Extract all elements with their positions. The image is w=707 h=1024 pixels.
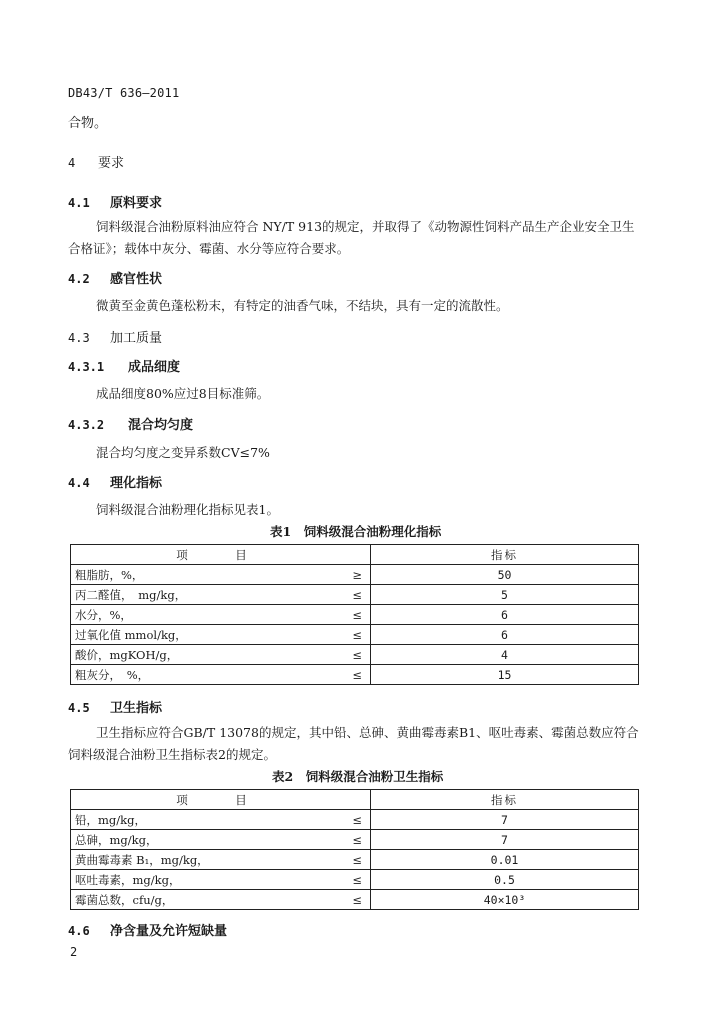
column-header-item: 项 目 [71,790,371,810]
row-value: 0.5 [371,870,639,890]
row-item: 酸价，mgKOH/g， [71,645,303,665]
row-operator: ≤ [303,605,371,625]
section-4-3-heading [68,327,162,346]
row-operator: ≤ [303,585,371,605]
row-operator: ≤ [303,665,371,685]
section-number: 4.3.2 [68,418,105,432]
row-operator: ≤ [303,810,371,830]
table-row [71,850,639,870]
section-4-3-2-paragraph: 混合均匀度之变异系数CV≤7% [96,445,270,460]
section-number: 4.4 [68,476,90,490]
row-item: 黄曲霉毒素 B₁，mg/kg， [71,850,303,870]
section-4-4-paragraph: 饲料级混合油粉理化指标见表1。 [96,502,279,517]
row-item: 丙二醛值， mg/kg， [71,585,303,605]
table-2 [70,789,639,910]
section-title: 加工质量 [110,331,163,346]
row-operator: ≤ [303,830,371,850]
section-4-4-heading [68,472,162,491]
row-item: 铅，mg/kg， [71,810,303,830]
table-row [71,810,639,830]
row-item: 水分，%， [71,605,303,625]
table-row [71,870,639,890]
section-4-3-1-heading [68,356,180,375]
column-header-value: 指标 [371,545,639,565]
section-title: 要求 [98,156,125,171]
column-header-value: 指标 [371,790,639,810]
row-item: 呕吐毒素，mg/kg， [71,870,303,890]
section-title: 成品细度 [128,360,181,375]
row-operator: ≤ [303,850,371,870]
row-value: 7 [371,810,639,830]
row-value: 40×10³ [371,890,639,910]
table-row [71,625,639,645]
table-row [71,645,639,665]
row-value: 5 [371,585,639,605]
row-operator: ≤ [303,625,371,645]
section-number: 4.3.1 [68,360,105,374]
page-number: 2 [70,945,78,959]
section-title: 净含量及允许短缺量 [110,924,228,939]
continuation-text: 合物。 [68,116,108,131]
section-4-heading [68,152,124,171]
table-row [71,585,639,605]
section-4-3-2-heading [68,414,193,433]
table-header-row [71,545,639,565]
section-number: 4.3 [68,331,90,345]
section-number: 4 [68,156,76,170]
table-row [71,605,639,625]
standard-code-header: DB43/T 636—2011 [68,86,180,100]
row-value: 6 [371,625,639,645]
table-row [71,565,639,585]
row-operator: ≤ [303,645,371,665]
row-value: 15 [371,665,639,685]
row-value: 0.01 [371,850,639,870]
row-value: 7 [371,830,639,850]
section-title: 混合均匀度 [128,418,194,433]
row-operator: ≤ [303,870,371,890]
table-row [71,665,639,685]
section-4-5-paragraph: 卫生指标应符合GB/T 13078的规定，其中铅、总砷、黄曲霉毒素B1、呕吐毒素、霉菌总数应符合饲料级混合油粉卫生指标表2的规定。 [68,725,639,762]
table-row [71,890,639,910]
row-item: 总砷，mg/kg， [71,830,303,850]
section-title: 感官性状 [110,272,163,287]
section-4-1-paragraph: 饲料级混合油粉原料油应符合 NY/T 913的规定，并取得了《动物源性饲料产品生产企业安全卫生合格证》；载体中灰分、霉菌、水分等应符合要求。 [68,219,635,256]
row-item: 霉菌总数，cfu/g， [71,890,303,910]
section-number: 4.5 [68,701,90,715]
section-4-3-1-paragraph: 成品细度80%应过8目标准筛。 [96,386,270,401]
section-title: 原料要求 [110,196,163,211]
section-4-2-heading [68,268,162,287]
table-header-row [71,790,639,810]
section-title: 卫生指标 [110,701,163,716]
table-2-caption: 表2 饲料级混合油粉卫生指标 [272,769,444,784]
table-row [71,830,639,850]
section-number: 4.2 [68,272,90,286]
row-value: 4 [371,645,639,665]
section-number: 4.6 [68,924,90,938]
table-1 [70,544,639,685]
row-item: 粗脂肪，%， [71,565,303,585]
row-operator: ≤ [303,890,371,910]
section-4-1-heading [68,192,162,211]
row-item: 过氧化值 mmol/kg， [71,625,303,645]
row-value: 50 [371,565,639,585]
row-item: 粗灰分， %， [71,665,303,685]
section-number: 4.1 [68,196,90,210]
column-header-item: 项 目 [71,545,371,565]
row-operator: ≥ [303,565,371,585]
table-1-caption: 表1 饲料级混合油粉理化指标 [270,524,442,539]
section-4-5-heading [68,697,162,716]
section-title: 理化指标 [110,476,163,491]
section-4-2-paragraph: 微黄至金黄色蓬松粉末，有特定的油香气味，不结块，具有一定的流散性。 [96,298,509,313]
row-value: 6 [371,605,639,625]
section-4-6-heading [68,920,227,939]
